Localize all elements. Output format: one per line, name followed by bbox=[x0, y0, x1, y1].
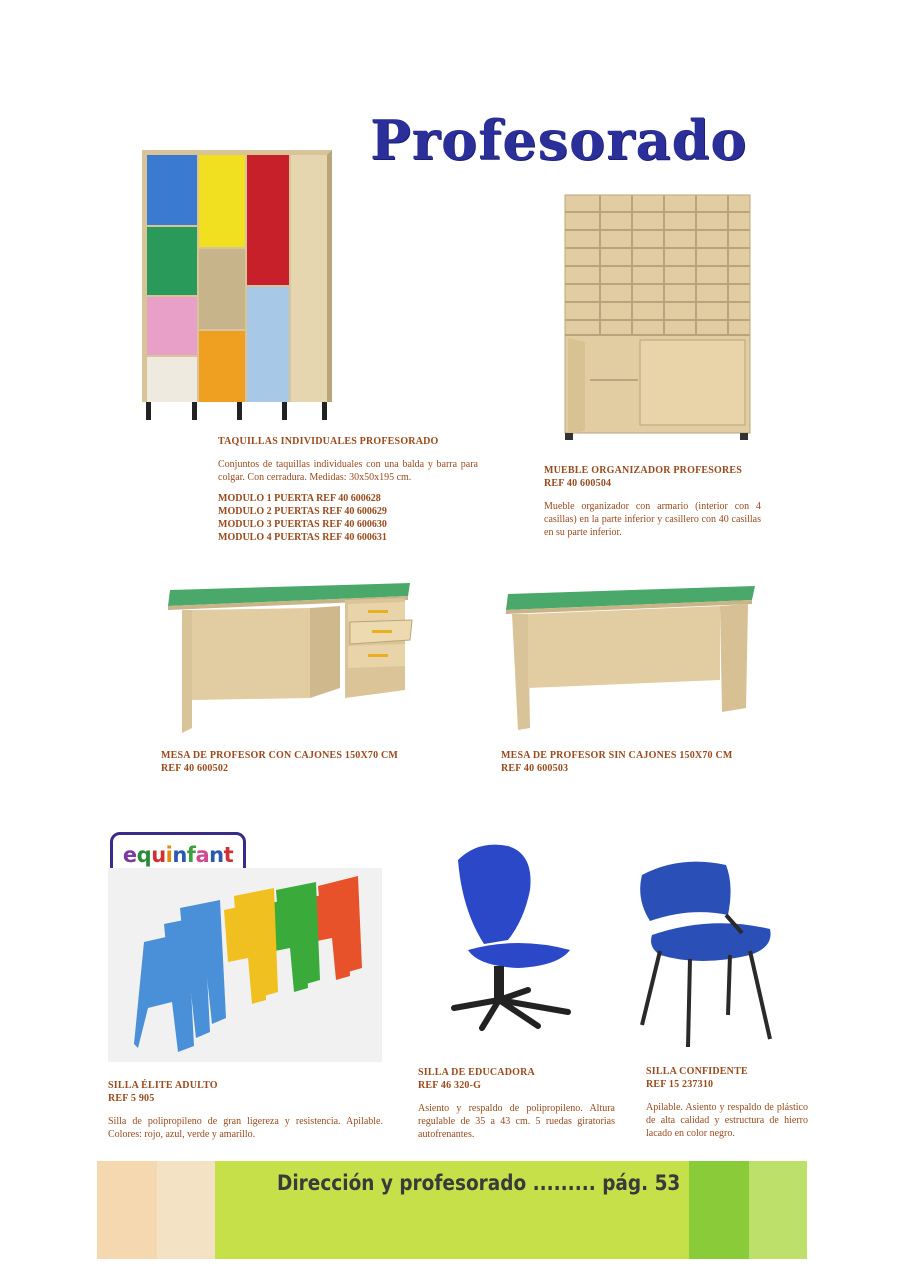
organizador-ref: REF 40 600504 bbox=[544, 478, 612, 489]
desk-plain-image bbox=[500, 580, 760, 735]
footer-band bbox=[749, 1161, 807, 1259]
ref-line: MODULO 2 PUERTAS REF 40 600629 bbox=[218, 506, 387, 517]
lockers-image bbox=[132, 150, 342, 430]
logo-letter: n bbox=[172, 843, 187, 867]
footer-section-label: Dirección y profesorado ......... pág. 53 bbox=[277, 1171, 681, 1195]
ref-line: MODULO 1 PUERTA REF 40 600628 bbox=[218, 493, 381, 504]
organizer-image bbox=[560, 190, 755, 440]
mesa-cajones-caption bbox=[161, 749, 431, 775]
silla-elite-description: Silla de polipropileno de gran ligereza y resistencia. Apilable. Colores: rojo, azul, verde y amarillo. bbox=[108, 1116, 383, 1140]
logo-letter: u bbox=[151, 843, 166, 867]
logo-letter: n bbox=[209, 843, 224, 867]
silla-confidente-description: Apilable. Asiento y respaldo de plástico de alta calidad y estructura de hierro lacado en color negro. bbox=[646, 1102, 808, 1139]
logo-letter: a bbox=[195, 843, 210, 867]
silla-educadora-ref: REF 46 320-G bbox=[418, 1080, 482, 1091]
silla-elite-heading: SILLA ÉLITE ADULTO bbox=[108, 1080, 218, 1091]
logo-letter: e bbox=[122, 843, 137, 867]
logo-letter: f bbox=[186, 843, 196, 867]
ref-line: MODULO 4 PUERTAS REF 40 600631 bbox=[218, 532, 387, 543]
mesa-sin-cajones-heading: MESA DE PROFESOR SIN CAJONES 150X70 CM bbox=[501, 750, 733, 761]
silla-educadora-heading: SILLA DE EDUCADORA bbox=[418, 1067, 535, 1078]
organizador-description: Mueble organizador con armario (interior con 4 casillas) en la parte inferior y casillero con 40 casillas en su parte inferior. bbox=[544, 501, 761, 538]
taquillas-description: Conjuntos de taquillas individuales con una balda y barra para colgar. Con cerradura. Medidas: 30x50x195 cm. bbox=[218, 459, 478, 483]
logo-letter: q bbox=[136, 843, 152, 867]
confident-chair-image bbox=[630, 855, 795, 1055]
page-title: Profesorado bbox=[370, 108, 748, 172]
silla-elite-caption bbox=[108, 1079, 383, 1141]
organizador-caption bbox=[544, 464, 761, 539]
organizador-heading: MUEBLE ORGANIZADOR PROFESORES bbox=[544, 465, 743, 476]
silla-confidente-ref: REF 15 237310 bbox=[646, 1079, 714, 1090]
taquillas-caption bbox=[218, 435, 478, 544]
mesa-cajones-heading: MESA DE PROFESOR CON CAJONES 150X70 CM bbox=[161, 750, 399, 761]
page-footer bbox=[97, 1161, 807, 1259]
footer-band bbox=[689, 1161, 749, 1259]
mesa-cajones-ref: REF 40 600502 bbox=[161, 763, 229, 774]
swivel-chair-image bbox=[438, 840, 588, 1040]
desk-drawers-image bbox=[160, 578, 415, 738]
ref-line: MODULO 3 PUERTAS REF 40 600630 bbox=[218, 519, 387, 530]
silla-educadora-description: Asiento y respaldo de polipropileno. Altura regulable de 35 a 43 cm. 5 ruedas giratorias autofrenantes. bbox=[418, 1103, 615, 1140]
logo-letter: i bbox=[165, 843, 173, 867]
silla-educadora-caption bbox=[418, 1066, 615, 1141]
silla-elite-ref: REF 5 905 bbox=[108, 1093, 155, 1104]
footer-band bbox=[97, 1161, 157, 1259]
silla-confidente-heading: SILLA CONFIDENTE bbox=[646, 1066, 748, 1077]
mesa-sin-cajones-caption bbox=[501, 749, 771, 775]
taquillas-heading: TAQUILLAS INDIVIDUALES PROFESORADO bbox=[218, 436, 439, 447]
silla-confidente-caption bbox=[646, 1065, 808, 1140]
taquillas-refs bbox=[218, 492, 478, 544]
stacked-chairs-image bbox=[108, 868, 382, 1062]
footer-band bbox=[157, 1161, 215, 1259]
mesa-sin-cajones-ref: REF 40 600503 bbox=[501, 763, 569, 774]
logo-letter: t bbox=[223, 843, 234, 867]
logo-wordmark bbox=[123, 843, 233, 867]
